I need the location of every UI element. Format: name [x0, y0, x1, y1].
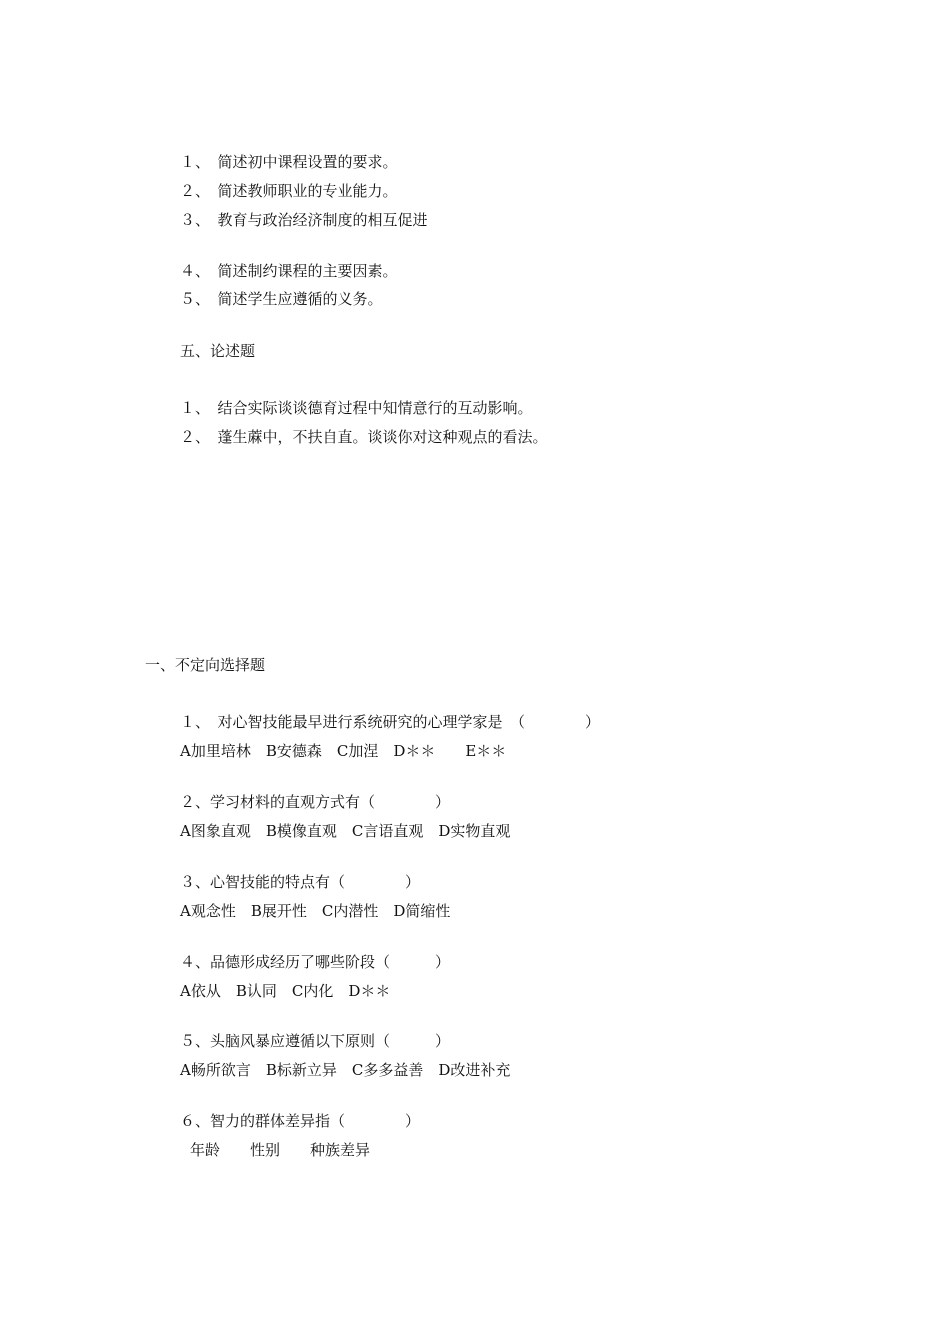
question-item: ４、 简述制约课程的主要因素。: [180, 262, 398, 280]
question-stem: ６、智力的群体差异指（ ）: [180, 1112, 421, 1130]
section-heading: 一、不定向选择题: [145, 656, 266, 674]
question-stem: １、 对心智技能最早进行系统研究的心理学家是 （ ）: [180, 713, 601, 731]
question-item: ２、 简述教师职业的专业能力。: [180, 182, 398, 200]
question-item: １、 结合实际谈谈德育过程中知情意行的互动影响。: [180, 399, 533, 417]
question-item: ２、 蓬生蔴中，不扶自直。谈谈你对这种观点的看法。: [180, 428, 548, 446]
question-stem: ５、头脑风暴应遵循以下原则（ ）: [180, 1032, 451, 1050]
question-options: A畅所欲言 B标新立异 C多多益善 D改进补充: [180, 1061, 511, 1079]
question-item: ５、 简述学生应遵循的义务。: [180, 290, 383, 308]
question-options: A依从 B认同 C内化 D＊＊: [180, 982, 391, 1000]
question-options: 年龄 性别 种族差异: [190, 1141, 371, 1159]
question-item: １、 简述初中课程设置的要求。: [180, 153, 398, 171]
question-options: A加里培林 B安德森 C加涅 D＊＊ E＊＊: [180, 742, 507, 760]
question-options: A观念性 B展开性 C内潜性 D简缩性: [180, 902, 451, 920]
question-stem: ４、品德形成经历了哪些阶段（ ）: [180, 953, 451, 971]
question-stem: ３、心智技能的特点有（ ）: [180, 873, 421, 891]
question-options: A图象直观 B模像直观 C言语直观 D实物直观: [180, 822, 511, 840]
section-heading: 五、论述题: [180, 342, 256, 360]
question-stem: ２、学习材料的直观方式有（ ）: [180, 793, 451, 811]
question-item: ３、 教育与政治经济制度的相互促进: [180, 211, 428, 229]
